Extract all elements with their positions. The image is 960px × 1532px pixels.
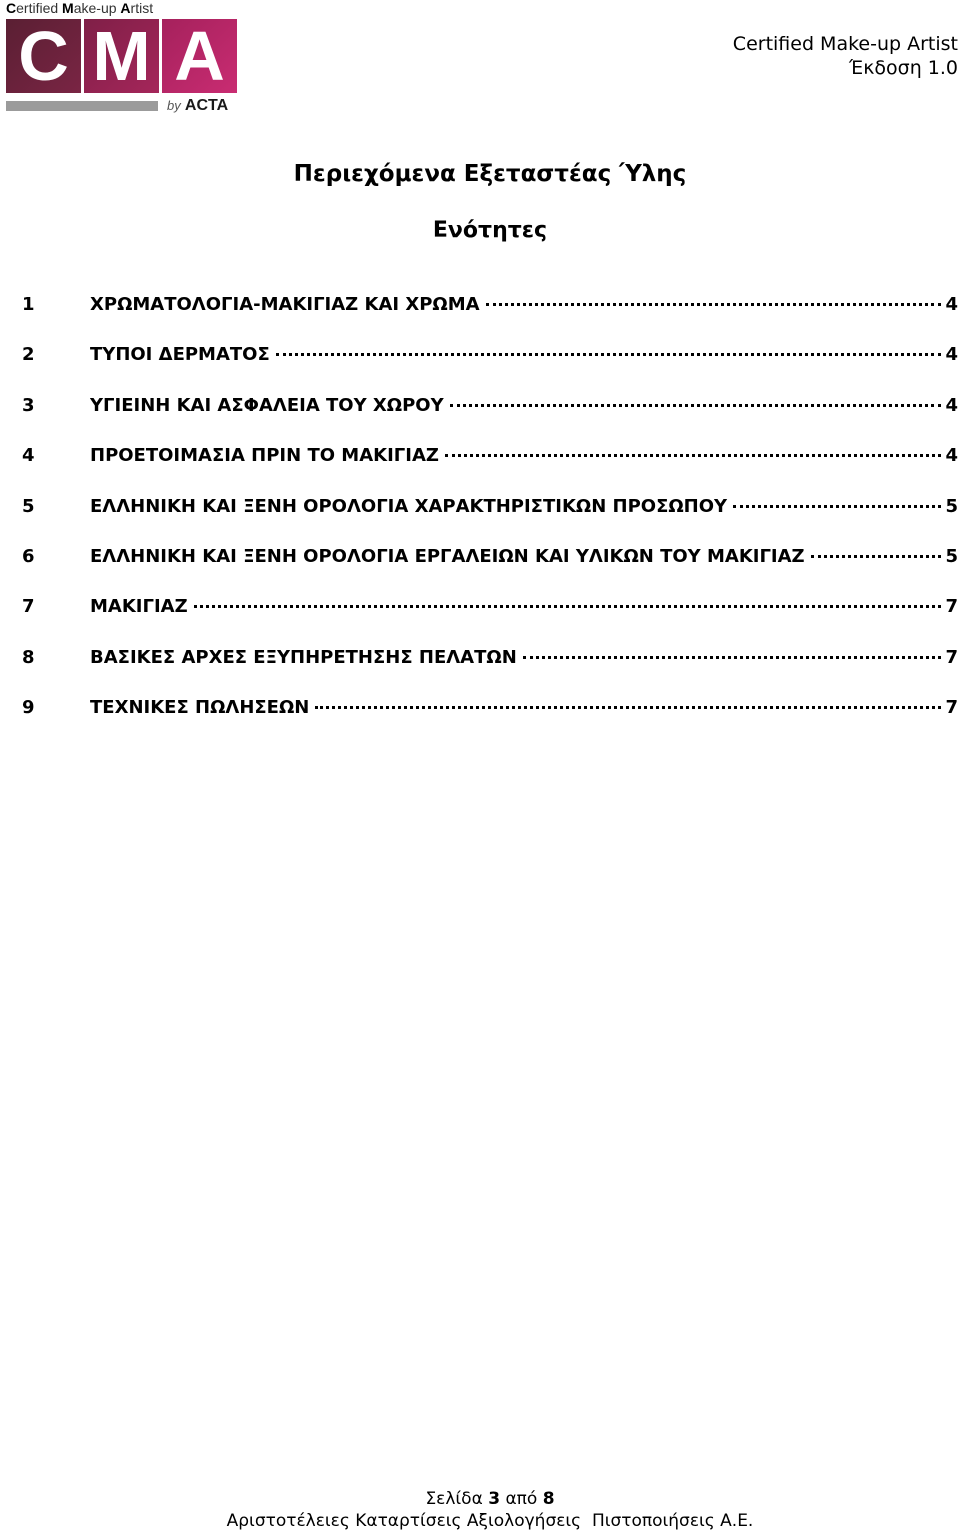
toc-entry-body <box>90 544 958 570</box>
toc-dot-leader <box>450 404 942 407</box>
toc-entry[interactable] <box>22 443 958 493</box>
logo-letter-c: C <box>6 19 81 93</box>
toc-number: 6 <box>22 545 35 567</box>
toc-number: 8 <box>22 646 35 668</box>
toc-dot-leader <box>445 454 942 457</box>
toc-number: 9 <box>22 697 35 719</box>
toc-entry-body <box>90 292 958 318</box>
logo-by-word: by <box>167 98 181 113</box>
toc-dot-leader <box>194 605 942 608</box>
page-indicator <box>0 1488 960 1510</box>
page-of-word: από <box>505 1489 538 1509</box>
toc-page-number: 7 <box>945 697 958 719</box>
toc-label: ΕΛΛΗΝΙΚΗ ΚΑΙ ΞΕΝΗ ΟΡΟΛΟΓΙΑ ΕΡΓΑΛΕΙΩΝ ΚΑΙ ΥΛΙΚΩΝ ΤΟΥ ΜΑΚΙΓΙΑΖ <box>90 545 805 567</box>
page-total: 8 <box>542 1489 555 1509</box>
logo-gray-bar <box>6 101 158 111</box>
toc-dot-leader <box>733 505 941 508</box>
toc-page-number: 4 <box>945 294 958 315</box>
toc-entry[interactable] <box>22 292 958 342</box>
toc-number: 7 <box>22 596 35 618</box>
toc-label: ΒΑΣΙΚΕΣ ΑΡΧΕΣ ΕΞΥΠΗΡΕΤΗΣΗΣ ΠΕΛΑΤΩΝ <box>90 646 517 668</box>
logo-tagline-a: A <box>120 0 131 16</box>
company-name: Αριστοτέλειες Καταρτίσεις Αξιολογήσεις Πιστοποιήσεις Α.Ε. <box>226 1511 754 1531</box>
toc-entry-body <box>90 594 958 620</box>
toc-label: ΧΡΩΜΑΤΟΛΟΓΙΑ-ΜΑΚΙΓΙΑΖ ΚΑΙ ΧΡΩΜΑ <box>90 294 480 315</box>
toc-dot-leader <box>276 353 942 356</box>
toc-dot-leader <box>811 555 942 558</box>
toc-label: ΥΓΙΕΙΝΗ ΚΑΙ ΑΣΦΑΛΕΙΑ ΤΟΥ ΧΩΡΟΥ <box>90 394 444 416</box>
logo-letter-blocks <box>6 19 237 93</box>
toc-label: ΕΛΛΗΝΙΚΗ ΚΑΙ ΞΕΝΗ ΟΡΟΛΟΓΙΑ ΧΑΡΑΚΤΗΡΙΣΤΙΚΩΝ ΠΡΟΣΩΠΟΥ <box>90 495 728 517</box>
toc-entry[interactable] <box>22 594 958 644</box>
toc-number: 1 <box>22 294 35 315</box>
toc-entry-body <box>90 494 958 520</box>
logo-by-acta <box>167 97 228 115</box>
toc-entry-body <box>90 645 958 671</box>
toc-entry[interactable] <box>22 544 958 594</box>
toc-number: 3 <box>22 394 35 416</box>
logo-tagline-c: C <box>6 0 17 16</box>
toc-page-number: 5 <box>945 545 958 567</box>
toc-dot-leader <box>523 656 942 659</box>
toc-page-number: 4 <box>945 344 958 366</box>
toc-entry[interactable] <box>22 342 958 392</box>
toc-page-number: 4 <box>945 445 958 467</box>
page-title: Περιεχόμενα Εξεταστέας Ύλης <box>293 161 687 187</box>
toc-label: ΤΕΧΝΙΚΕΣ ΠΩΛΗΣΕΩΝ <box>90 697 310 719</box>
page-word: Σελίδα <box>425 1489 483 1509</box>
toc-label: ΜΑΚΙΓΙΑΖ <box>90 596 188 618</box>
toc-number: 2 <box>22 344 35 366</box>
header-title: Certified Make-up Artist <box>732 33 958 55</box>
toc-number: 4 <box>22 445 35 467</box>
logo-letter-m: M <box>84 19 159 93</box>
header-version: Έκδοση 1.0 <box>849 57 958 79</box>
toc-entry[interactable] <box>22 494 958 544</box>
toc-entry-body <box>90 695 958 721</box>
toc-entry-body <box>90 393 958 419</box>
logo-acta-word: ACTA <box>184 97 229 114</box>
logo-tagline-rtist: rtist <box>130 0 154 16</box>
toc-entry[interactable] <box>22 695 958 745</box>
logo-letter-a: A <box>162 19 237 93</box>
toc-dot-leader <box>315 706 941 709</box>
page-current: 3 <box>488 1489 501 1509</box>
toc-dot-leader <box>486 303 942 306</box>
cma-logo <box>6 0 238 118</box>
page-footer <box>0 1488 960 1532</box>
logo-tagline-m: M <box>62 0 74 16</box>
toc-entry-body <box>90 342 958 368</box>
logo-tagline-ake-up: ake-up <box>73 0 121 16</box>
section-title: Ενότητες <box>432 218 548 243</box>
toc-label: ΠΡΟΕΤΟΙΜΑΣΙΑ ΠΡΙΝ ΤΟ ΜΑΚΙΓΙΑΖ <box>90 445 439 467</box>
toc-label: ΤΥΠΟΙ ΔΕΡΜΑΤΟΣ <box>90 344 270 366</box>
logo-tagline-ertified: ertified <box>16 0 63 16</box>
toc-page-number: 7 <box>945 596 958 618</box>
logo-tagline <box>6 0 153 16</box>
page-header <box>733 32 958 80</box>
toc-page-number: 4 <box>945 394 958 416</box>
toc-entry-body <box>90 443 958 469</box>
toc-page-number: 5 <box>945 495 958 517</box>
toc-page-number: 7 <box>945 646 958 668</box>
table-of-contents <box>22 292 958 746</box>
toc-number: 5 <box>22 495 35 517</box>
toc-entry[interactable] <box>22 645 958 695</box>
toc-entry[interactable] <box>22 393 958 443</box>
